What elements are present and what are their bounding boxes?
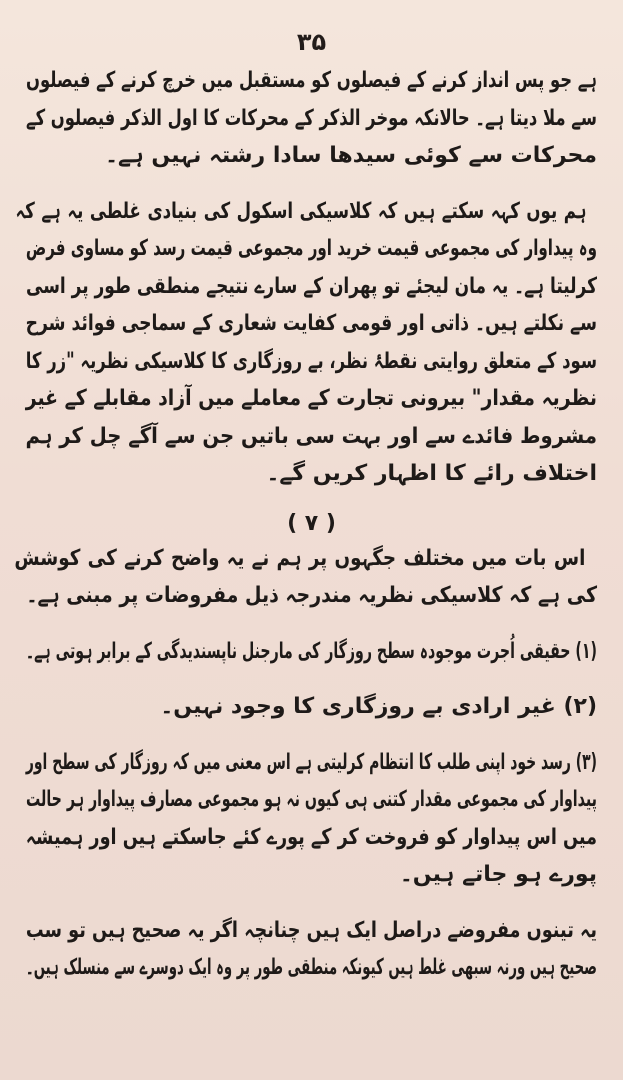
text-line: ہم یوں کہہ سکتے ہیں کہ کلاسیکی اسکول کی بنیادی غلطی یہ ہے کہ <box>15 198 587 224</box>
text-line: (۲) غیر ارادی بے روزگاری کا وجود نہیں۔ <box>160 694 597 719</box>
text-line: مشروط فائدے سے اور بہت سی باتیں جن سے آگے چل کر ہم <box>25 423 598 449</box>
text-line: پیداوار کی مجموعی مقدار کتنی ہی کیوں نہ ہو مجموعی مصارف پیداوار ہر حالت <box>25 787 597 812</box>
assumption-3 <box>26 744 597 894</box>
paragraph-2 <box>15 193 598 493</box>
text-line: صحیح ہیں ورنہ سبھی غلط ہیں کیونکہ منطقی طور پر وہ ایک دوسرے سے منسلک ہیں۔ <box>25 955 597 980</box>
text-line: میں اس پیداوار کو فروخت کر کے پورے کئے جاسکتے ہیں اور ہمیشہ <box>25 824 597 850</box>
text-line: پورے ہو جاتے ہیں۔ <box>399 862 597 887</box>
paragraph-1 <box>26 62 597 175</box>
text-line: کرلیتا ہے۔ یہ مان لیجئے تو پھران کے سارے نتیجے منطقی طور پر اسی <box>26 273 597 299</box>
text-line: (۳) رسد خود اپنی طلب کا انتظام کرلیتی ہے اس معنی میں کہ روزگار کی سطح اور <box>25 749 597 775</box>
text-line: سود کے متعلق روایتی نقطۂ نظر، بے روزگاری کا کلاسیکی نظریہ "زر کا <box>25 348 598 374</box>
text-line: ہے جو پس انداز کرنے کے فیصلوں کو مستقبل میں خرچ کرنے کے فیصلوں <box>25 68 597 93</box>
text-line: وہ پیداوار کی مجموعی قیمت خرید اور مجموعی قیمت رسد کو مساوی فرض <box>25 236 597 261</box>
text-line: نظریہ مقدار" بیرونی تجارت کے معاملے میں آزاد مقابلے کے غیر <box>25 386 597 411</box>
text-line: یہ تینوں مفروضے دراصل ایک ہیں چنانچہ اگر یہ صحیح ہیں تو سب <box>25 917 598 943</box>
section-intro <box>14 540 598 615</box>
page-number: ۳۵ <box>296 28 327 56</box>
text-line: محرکات سے کوئی سیدھا سادا رشتہ نہیں ہے۔ <box>105 143 597 168</box>
section-number: ( ۷ ) <box>287 510 336 536</box>
text-line: اختلاف رائے کا اظہار کریں گے۔ <box>266 461 597 486</box>
closing-paragraph <box>26 912 597 987</box>
assumption-1 <box>26 633 597 671</box>
text-line: کی ہے کہ کلاسیکی نظریہ مندرجہ ذیل مفروضات پر مبنی ہے۔ <box>26 583 598 608</box>
text-line: اس بات میں مختلف جگہوں پر ہم نے یہ واضح کرنے کی کوشش <box>14 545 586 571</box>
text-line: سے نکلتے ہیں۔ ذاتی اور قومی کفایت شعاری کے سماجی فوائد شرح <box>25 311 597 336</box>
text-line: (۱) حقیقی اُجرت موجودہ سطح روزگار کی مارجنل ناپسندیدگی کے برابر ہوتی ہے۔ <box>25 638 597 664</box>
assumption-2 <box>26 688 597 726</box>
text-line: سے ملا دیتا ہے۔ حالانکہ موخر الذکر کے محرکات کا اول الذکر فیصلوں کے <box>25 105 597 131</box>
